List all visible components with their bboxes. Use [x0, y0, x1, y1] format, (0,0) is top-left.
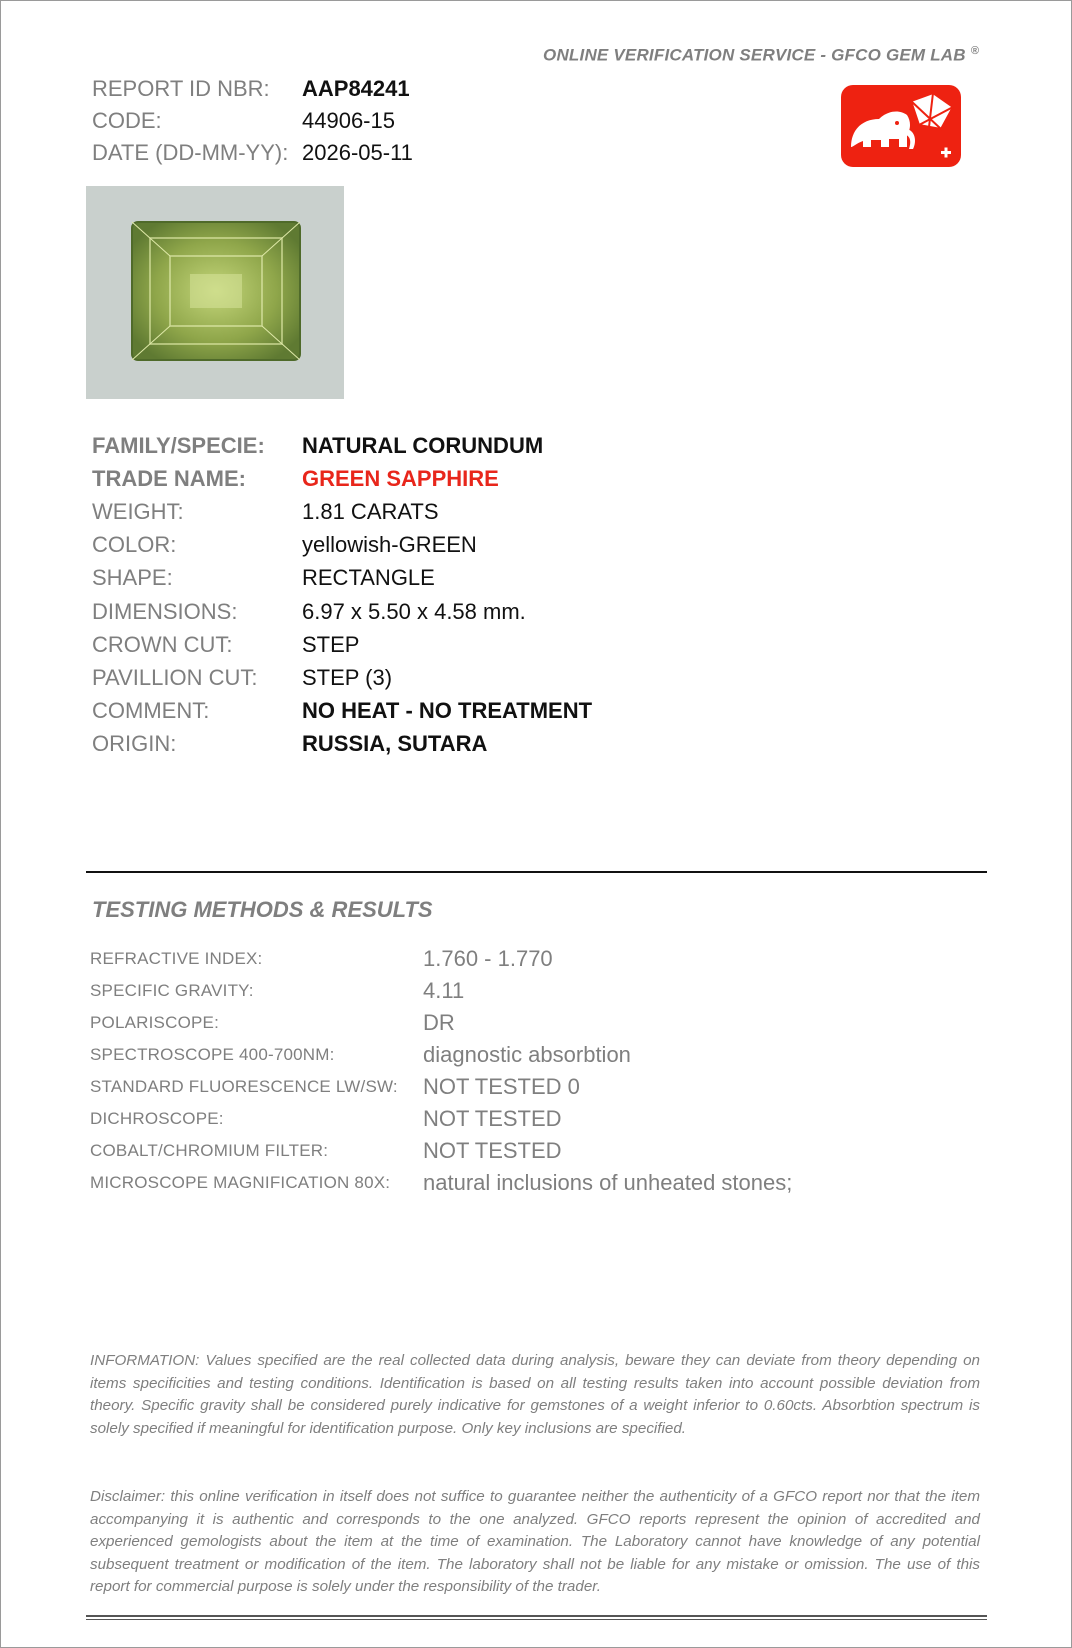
date-value: 2026-05-11: [302, 140, 413, 165]
origin-label: ORIGIN:: [92, 731, 177, 757]
crown-cut-label: CROWN CUT:: [92, 631, 233, 657]
test-row: [90, 975, 792, 1007]
date-row: [92, 137, 413, 169]
date-label: DATE (DD-MM-YY):: [92, 140, 289, 165]
color-value: yellowish-GREEN: [302, 532, 477, 558]
code-label: CODE:: [92, 108, 162, 133]
footer-divider: [86, 1619, 987, 1620]
spectroscope-value: diagnostic absorbtion: [423, 1042, 631, 1067]
shape-value: RECTANGLE: [302, 565, 435, 591]
footer-divider: [86, 1615, 987, 1617]
spectroscope-label: SPECTROSCOPE 400-700NM:: [90, 1045, 335, 1064]
trade-name-value: GREEN SAPPHIRE: [302, 465, 499, 491]
test-row: [90, 1071, 792, 1103]
pavillion-cut-row: [92, 661, 592, 694]
family-label: FAMILY/SPECIE:: [92, 432, 265, 458]
testing-section-title: TESTING METHODS & RESULTS: [92, 897, 433, 922]
gemstone-photo: [86, 186, 344, 399]
crown-cut-row: [92, 628, 592, 661]
weight-row: [92, 495, 592, 528]
stone-details: [92, 429, 592, 761]
test-row: [90, 1103, 792, 1135]
fluorescence-label: STANDARD FLUORESCENCE LW/SW:: [90, 1077, 398, 1096]
crown-cut-value: STEP: [302, 631, 360, 657]
refractive-index-label: REFRACTIVE INDEX:: [90, 949, 263, 968]
specific-gravity-value: 4.11: [423, 978, 465, 1003]
test-row: [90, 1039, 792, 1071]
filter-label: COBALT/CHROMIUM FILTER:: [90, 1141, 329, 1160]
color-row: [92, 529, 592, 562]
color-label: COLOR:: [92, 532, 177, 558]
refractive-index-value: 1.760 - 1.770: [423, 946, 553, 971]
test-row: [90, 1135, 792, 1167]
test-row: [90, 1167, 792, 1199]
origin-row: [92, 728, 592, 761]
shape-label: SHAPE:: [92, 565, 173, 591]
comment-label: COMMENT:: [92, 698, 210, 724]
dichroscope-value: NOT TESTED: [423, 1106, 562, 1131]
weight-value: 1.81 CARATS: [302, 498, 439, 524]
disclaimer-paragraph: Disclaimer: this online verification in itself does not suffice to guarantee neither the authenticity of a GFCO report nor that the item accompanying it is authentic and corresponds to the one analyzed. GFCO reports represent the opinion of accredited and experienced gemologists about the item at the time of examination. The Laboratory cannot have knowledge of any potential subsequent treatment or modification of the item. The laboratory shall not be liable for any mistake or omission. The use of this report for commercial purpose is solely under the responsibility of the trader.: [90, 1488, 980, 1596]
filter-value: NOT TESTED: [423, 1138, 562, 1163]
comment-row: [92, 695, 592, 728]
test-row: [90, 943, 792, 975]
dimensions-label: DIMENSIONS:: [92, 598, 238, 624]
testing-results: [90, 943, 792, 1199]
code-row: [92, 105, 413, 137]
report-id-label: REPORT ID NBR:: [92, 76, 270, 101]
weight-label: WEIGHT:: [92, 498, 184, 524]
microscope-label: MICROSCOPE MAGNIFICATION 80X:: [90, 1173, 391, 1192]
polariscope-value: DR: [423, 1010, 455, 1035]
verification-header: [543, 45, 979, 66]
trade-name-label: TRADE NAME:: [92, 465, 246, 491]
verification-title: ONLINE VERIFICATION SERVICE - GFCO GEM LAB: [543, 45, 966, 65]
report-identification: [92, 73, 413, 169]
code-value: 44906-15: [302, 108, 395, 133]
fluorescence-value: NOT TESTED 0: [423, 1074, 580, 1099]
registered-mark: ®: [970, 45, 979, 57]
polariscope-label: POLARISCOPE:: [90, 1013, 219, 1032]
origin-value: RUSSIA, SUTARA: [302, 731, 488, 757]
comment-value: NO HEAT - NO TREATMENT: [302, 698, 593, 724]
report-id-value: AAP84241: [302, 76, 410, 101]
shape-row: [92, 562, 592, 595]
dimensions-value: 6.97 x 5.50 x 4.58 mm.: [302, 598, 526, 624]
elephant-with-gem-logo-icon: [841, 85, 961, 167]
dichroscope-label: DICHROSCOPE:: [90, 1109, 224, 1128]
specific-gravity-label: SPECIFIC GRAVITY:: [90, 981, 254, 1000]
dimensions-row: [92, 595, 592, 628]
trade-name-row: [92, 462, 592, 495]
report-id-row: [92, 73, 413, 105]
family-row: [92, 429, 592, 462]
section-divider: [86, 871, 987, 873]
pavillion-cut-label: PAVILLION CUT:: [92, 664, 258, 690]
information-paragraph: INFORMATION: Values specified are the real collected data during analysis, beware they can deviate from theory depending on items specificities and testing conditions. Identification is based on all testing results taken into account possible deviation from theory. Specific gravity shall be considered purely indicative for gemstones of a weight inferior to 0.60cts. Absorbtion spectrum is solely specified if meaningful for identification purpose. Only key inclusions are specified.: [90, 1352, 980, 1437]
test-row: [90, 1007, 792, 1039]
family-value: NATURAL CORUNDUM: [302, 432, 544, 458]
microscope-value: natural inclusions of unheated stones;: [423, 1170, 793, 1195]
pavillion-cut-value: STEP (3): [302, 664, 393, 690]
